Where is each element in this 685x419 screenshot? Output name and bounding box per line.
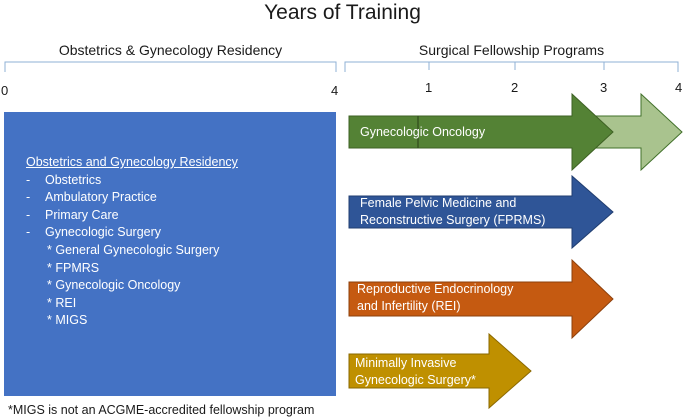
residency-section-label: Obstetrics & Gynecology Residency (58, 42, 283, 58)
residency-item: - Obstetrics (26, 172, 102, 187)
residency-scale-start: 0 (1, 83, 9, 98)
page-title: Years of Training (264, 1, 421, 24)
fellowship-bracket (345, 62, 678, 72)
fellowship-tick-label-1: 1 (425, 80, 433, 95)
footnote: *MIGS is not an ACGME-accredited fellowship program (8, 403, 315, 417)
gyn-onc-label: Gynecologic Oncology (360, 125, 486, 139)
residency-subitem: * Gynecologic Oncology (47, 278, 181, 293)
migs-label: Minimally Invasive Gynecologic Surgery* (355, 356, 476, 387)
residency-item: - Gynecologic Surgery (26, 225, 162, 240)
residency-content (26, 154, 238, 330)
residency-bracket (5, 62, 336, 72)
fellowship-tick-label-2: 2 (511, 80, 519, 95)
residency-scale-end: 4 (331, 83, 339, 98)
residency-item: - Primary Care (26, 207, 119, 222)
residency-subitem: * FPMRS (47, 260, 100, 275)
fellowship-section-label: Surgical Fellowship Programs (418, 42, 605, 58)
residency-subitem: * MIGS (47, 313, 88, 328)
fellowship-tick-label-4: 4 (675, 80, 683, 95)
residency-subitem: * General Gynecologic Surgery (47, 242, 220, 257)
fellowship-tick-label-3: 3 (600, 80, 608, 95)
residency-heading: Obstetrics and Gynecology Residency (26, 155, 238, 169)
residency-item: - Ambulatory Practice (26, 190, 157, 205)
residency-subitem: * REI (47, 295, 77, 310)
fpmrs-label: Female Pelvic Medicine and Reconstructive Surgery (FPRMS) (360, 196, 546, 227)
rei-label: Reproductive Endocrinology and Infertility (REI) (357, 282, 514, 313)
